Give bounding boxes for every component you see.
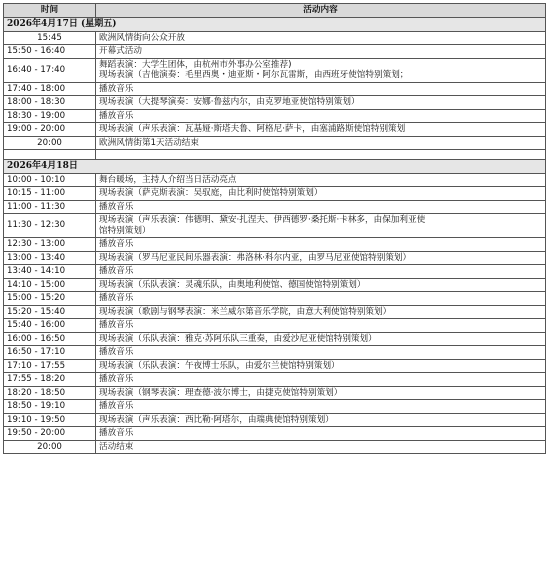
time-cell: 13:00 - 13:40 — [4, 251, 96, 265]
day-title-row — [4, 160, 546, 174]
time-cell: 19:10 - 19:50 — [4, 413, 96, 427]
time-cell: 16:50 - 17:10 — [4, 346, 96, 360]
activity-line: 舞蹈表演：大学生团体，由杭州市外事办公室推荐) — [99, 59, 292, 70]
activity-line: 现场表演（歌剧与钢琴表演：米兰威尔第音乐学院，由意大利使馆特别策划） — [99, 306, 392, 317]
activity-line: 现场表演（罗马尼亚民间乐器表演：弗洛林·科尔内亚，由罗马尼亚使馆特别策划） — [99, 252, 412, 263]
time-cell: 15:50 - 16:40 — [4, 45, 96, 59]
schedule-row — [4, 332, 546, 346]
schedule-row — [4, 346, 546, 360]
time-cell: 18:20 - 18:50 — [4, 386, 96, 400]
activity-cell — [96, 109, 546, 123]
activity-line: 播放音乐 — [99, 266, 134, 276]
activity-line: 播放音乐 — [99, 320, 134, 330]
schedule-body — [4, 18, 546, 454]
activity-cell — [96, 346, 546, 360]
time-cell: 12:30 - 13:00 — [4, 238, 96, 252]
activity-line: 舞台暖场，主持人介绍当日活动亮点 — [99, 174, 237, 185]
schedule-row — [4, 58, 546, 82]
activity-line: 播放音乐 — [99, 428, 134, 438]
time-cell: 19:00 - 20:00 — [4, 123, 96, 137]
activity-cell — [96, 427, 546, 441]
activity-cell — [96, 31, 546, 45]
time-cell: 10:00 - 10:10 — [4, 173, 96, 187]
activity-cell — [96, 332, 546, 346]
activity-cell — [96, 251, 546, 265]
schedule-row — [4, 251, 546, 265]
schedule-row — [4, 305, 546, 319]
activity-cell — [96, 82, 546, 96]
activity-cell — [96, 278, 546, 292]
activity-cell — [96, 45, 546, 59]
activity-cell — [96, 373, 546, 387]
activity-cell — [96, 214, 546, 238]
activity-line: 播放音乐 — [99, 201, 134, 212]
schedule-row — [4, 45, 546, 59]
time-cell: 20:00 — [4, 136, 96, 150]
activity-cell — [96, 58, 546, 82]
day-title-row — [4, 18, 546, 32]
activity-line: 播放音乐 — [99, 239, 134, 249]
time-cell: 18:00 - 18:30 — [4, 96, 96, 110]
time-cell: 19:50 - 20:00 — [4, 427, 96, 441]
time-cell: 14:10 - 15:00 — [4, 278, 96, 292]
activity-line: 现场表演（吉他演奏：毛里西奥・迪亚斯・阿尔瓦雷斯，由西班牙使馆特别策划； — [99, 70, 409, 80]
schedule-row — [4, 386, 546, 400]
activity-line: 现场表演（声乐表演：伟德明、黛安·扎涅夫、伊西德罗·桑托斯·卡林多，由保加利亚使 — [99, 215, 426, 225]
schedule-row — [4, 265, 546, 279]
activity-cell — [96, 173, 546, 187]
header-row — [4, 4, 546, 18]
activity-cell — [96, 386, 546, 400]
activity-cell — [96, 413, 546, 427]
activity-cell — [96, 292, 546, 306]
time-cell: 15:00 - 15:20 — [4, 292, 96, 306]
time-cell: 20:00 — [4, 440, 96, 454]
activity-cell — [96, 238, 546, 252]
time-cell: 16:40 - 17:40 — [4, 58, 96, 82]
activity-cell — [96, 305, 546, 319]
activity-line: 播放音乐 — [99, 110, 134, 121]
schedule-row — [4, 109, 546, 123]
activity-cell — [96, 123, 546, 137]
activity-line: 现场表演（大提琴演奏：安娜·鲁兹内尔，由克罗地亚使馆特别策划） — [99, 97, 360, 107]
activity-cell — [96, 136, 546, 150]
activity-line: 馆特别策划） — [99, 225, 151, 236]
schedule-row — [4, 238, 546, 252]
schedule-row — [4, 427, 546, 441]
schedule-row — [4, 214, 546, 238]
activity-line: 现场表演（萨克斯表演：吴驭庭，由比利时使馆特别策划） — [99, 188, 323, 198]
spacer-cell — [4, 150, 96, 160]
time-cell: 18:30 - 19:00 — [4, 109, 96, 123]
schedule-row — [4, 123, 546, 137]
activity-cell — [96, 359, 546, 373]
activity-cell — [96, 265, 546, 279]
schedule-row — [4, 96, 546, 110]
time-cell: 11:00 - 11:30 — [4, 200, 96, 214]
schedule-row — [4, 82, 546, 96]
time-cell: 18:50 - 19:10 — [4, 400, 96, 414]
spacer-row — [4, 150, 546, 160]
activity-cell — [96, 96, 546, 110]
time-cell: 15:20 - 15:40 — [4, 305, 96, 319]
header-time: 时间 — [4, 4, 96, 18]
schedule-row — [4, 173, 546, 187]
schedule-row — [4, 359, 546, 373]
time-cell: 15:40 - 16:00 — [4, 319, 96, 333]
day-title: 2026年4月18日 — [4, 160, 546, 174]
activity-line: 活动结束 — [99, 441, 134, 452]
spacer-cell — [96, 150, 546, 160]
schedule-row — [4, 373, 546, 387]
day-title: 2026年4月17日 (星期五) — [4, 18, 546, 32]
activity-line: 现场表演（乐队表演：雅克·苏阿乐队三重奏，由爱沙尼亚使馆特别策划） — [99, 333, 377, 344]
activity-line: 现场表演（声乐表演：瓦基娅·斯塔夫鲁、阿格尼·萨卡，由塞浦路斯使馆特别策划 — [99, 124, 406, 134]
time-cell: 13:40 - 14:10 — [4, 265, 96, 279]
schedule-row — [4, 319, 546, 333]
activity-line: 播放音乐 — [99, 293, 134, 303]
activity-line: 播放音乐 — [99, 83, 134, 94]
activity-line: 播放音乐 — [99, 347, 134, 357]
time-cell: 16:00 - 16:50 — [4, 332, 96, 346]
time-cell: 10:15 - 11:00 — [4, 187, 96, 201]
activity-line: 现场表演（声乐表演：西比勒·阿塔尔，由瑞典使馆特别策划） — [99, 414, 334, 425]
activity-line: 播放音乐 — [99, 374, 134, 384]
schedule-table — [3, 3, 546, 454]
activity-line: 现场表演（乐队表演：午夜博士乐队，由爱尔兰使馆特别策划） — [99, 360, 340, 371]
time-cell: 17:10 - 17:55 — [4, 359, 96, 373]
activity-line: 播放音乐 — [99, 401, 134, 411]
activity-line: 开幕式活动 — [99, 46, 142, 56]
activity-line: 欧洲风情街向公众开放 — [99, 32, 185, 43]
schedule-row — [4, 278, 546, 292]
activity-cell — [96, 319, 546, 333]
activity-cell — [96, 187, 546, 201]
schedule-row — [4, 200, 546, 214]
schedule-row — [4, 413, 546, 427]
time-cell: 15:45 — [4, 31, 96, 45]
schedule-row — [4, 400, 546, 414]
header-content: 活动内容 — [96, 4, 546, 18]
activity-line: 现场表演（钢琴表演：理查德·波尔博士，由捷克使馆特别策划） — [99, 387, 343, 398]
time-cell: 17:55 - 18:20 — [4, 373, 96, 387]
activity-line: 现场表演（乐队表演：灵魂乐队，由奥地利使馆、德国使馆特别策划） — [99, 279, 366, 290]
activity-cell — [96, 440, 546, 454]
time-cell: 11:30 - 12:30 — [4, 214, 96, 238]
activity-cell — [96, 400, 546, 414]
schedule-row — [4, 31, 546, 45]
time-cell: 17:40 - 18:00 — [4, 82, 96, 96]
schedule-row — [4, 440, 546, 454]
schedule-row — [4, 187, 546, 201]
schedule-row — [4, 136, 546, 150]
activity-line: 欧洲风情街第1天活动结束 — [99, 137, 199, 148]
activity-cell — [96, 200, 546, 214]
schedule-document — [3, 3, 545, 454]
schedule-row — [4, 292, 546, 306]
